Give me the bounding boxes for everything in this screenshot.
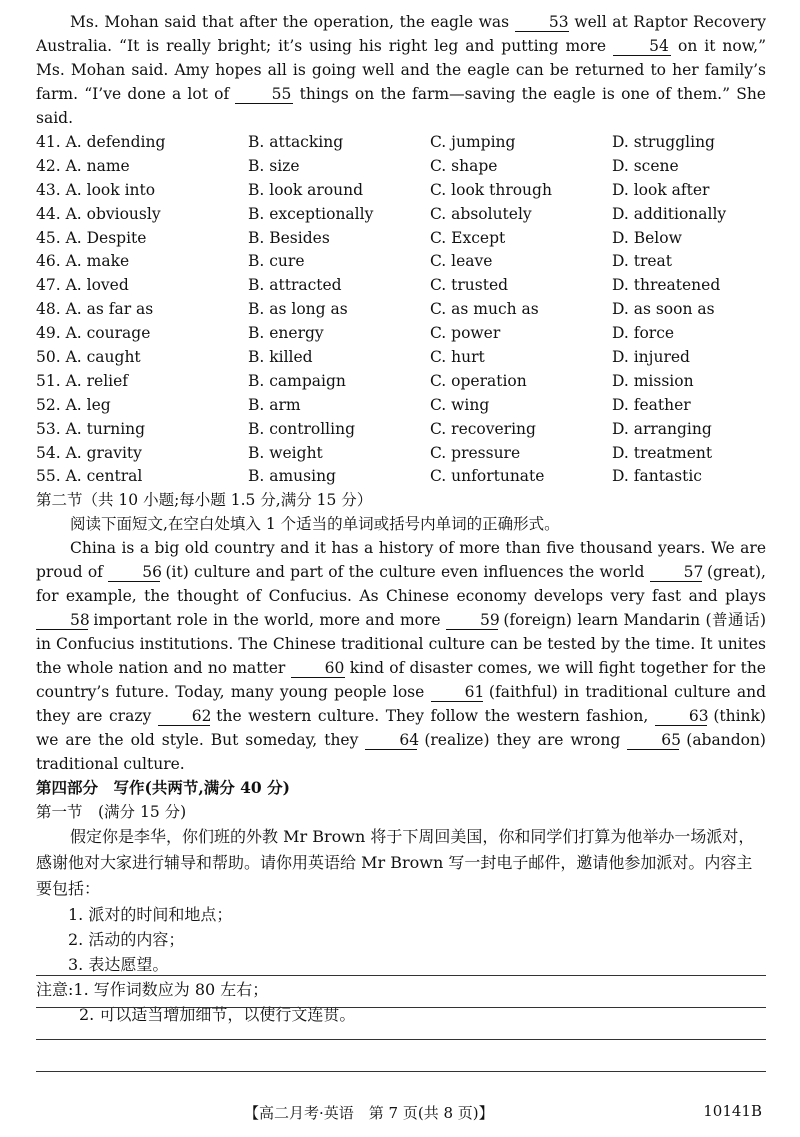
option-choice: B. look around — [248, 180, 364, 199]
writing-line[interactable] — [36, 975, 766, 976]
option-row — [36, 369, 766, 393]
option-choice: D. look after — [612, 180, 710, 199]
option-choice: 53. A. turning — [36, 419, 146, 438]
blank-65: 65 — [627, 731, 679, 750]
blank-62: 62 — [158, 707, 210, 726]
passage-ending: Ms. Mohan said that after the operation, the eagle was 53 well at Raptor Recovery Australia. “It is really bright; it’s using his right leg and putting more 54 on it now,” Ms. Mohan said. Amy hopes all is going well and the eagle can be returned to her family’s farm. “I’ve done a lot of 55 things on the farm—saving the eagle is one of them.” She said. — [36, 13, 767, 127]
blank-59: 59 — [446, 611, 498, 630]
option-choice: D. struggling — [612, 132, 715, 151]
blank-54: 54 — [613, 37, 671, 56]
blank-58: 58 — [36, 611, 88, 630]
option-choice: D. injured — [612, 347, 690, 366]
option-choice: C. pressure — [430, 443, 521, 462]
option-choice: 52. A. leg — [36, 395, 111, 414]
option-row — [36, 417, 766, 441]
option-choice: C. unfortunate — [430, 467, 545, 486]
option-choice: C. hurt — [430, 347, 485, 366]
option-row — [36, 345, 766, 369]
option-choice: C. Except — [430, 228, 506, 247]
option-row — [36, 154, 766, 178]
section-2-instruction: 阅读下面短文,在空白处填入 1 个适当的单词或括号内单词的正确形式。 — [70, 515, 560, 534]
option-choice: D. mission — [612, 371, 694, 390]
option-row — [36, 226, 766, 250]
writing-prompt: 假定你是李华，你们班的外教 Mr Brown 将于下周回美国，你和同学们打算为他举办一场派对，感谢他对大家进行辅导和帮助。请你用英语给 Mr Brown 写一封电子邮件，邀请他参加派对。内容主要包括： — [36, 827, 755, 899]
option-choice: B. killed — [248, 347, 313, 366]
option-choice: C. jumping — [430, 132, 516, 151]
list-item: 2. 活动的内容； — [68, 930, 185, 950]
option-choice: C. power — [430, 324, 501, 343]
blank-64: 64 — [365, 731, 417, 750]
option-choice: B. weight — [248, 443, 323, 462]
option-choice: B. Besides — [248, 228, 330, 247]
option-choice: 47. A. loved — [36, 276, 129, 295]
page-footer — [0, 1098, 800, 1126]
option-choice: B. energy — [248, 324, 324, 343]
option-choice: 50. A. caught — [36, 347, 141, 366]
note-1: 注意:1. 写作词数应为 80 左右； — [36, 980, 269, 1000]
option-choice: B. exceptionally — [248, 204, 374, 223]
option-choice: C. absolutely — [430, 204, 532, 223]
note-2: 2. 可以适当增加细节，以使行文连贯。 — [79, 1005, 356, 1025]
option-choice: C. as much as — [430, 300, 539, 319]
blank-61: 61 — [431, 683, 483, 702]
blank-60: 60 — [291, 659, 345, 678]
option-choice: D. threatened — [612, 276, 721, 295]
option-row — [36, 321, 766, 345]
option-choice: 45. A. Despite — [36, 228, 147, 247]
option-choice: 42. A. name — [36, 156, 130, 175]
option-choice: 44. A. obviously — [36, 204, 161, 223]
footer-code: 10141B — [703, 1102, 762, 1120]
option-choice: D. force — [612, 324, 675, 343]
blank-56: 56 — [108, 563, 160, 582]
option-row — [36, 464, 766, 488]
option-row — [36, 202, 766, 226]
option-row — [36, 130, 766, 154]
option-choice: 55. A. central — [36, 467, 143, 486]
option-row — [36, 393, 766, 417]
writing-area[interactable] — [36, 975, 766, 1103]
option-choice: B. size — [248, 156, 300, 175]
option-choice: 48. A. as far as — [36, 300, 154, 319]
option-choice: 41. A. defending — [36, 132, 166, 151]
option-choice: B. campaign — [248, 371, 346, 390]
writing-line[interactable] — [36, 1071, 766, 1072]
option-choice: B. amusing — [248, 467, 336, 486]
option-row — [36, 297, 766, 321]
option-choice: D. Below — [612, 228, 682, 247]
option-choice: D. arranging — [612, 419, 712, 438]
exam-page — [36, 10, 766, 1027]
option-choice: 43. A. look into — [36, 180, 156, 199]
option-choice: B. arm — [248, 395, 301, 414]
option-choice: B. as long as — [248, 300, 348, 319]
option-row — [36, 441, 766, 465]
answer-options — [36, 130, 766, 488]
option-choice: C. trusted — [430, 276, 509, 295]
part-4-subheading: 第一节 (满分 15 分) — [36, 803, 187, 822]
option-choice: C. leave — [430, 252, 493, 271]
option-choice: 49. A. courage — [36, 324, 151, 343]
option-choice: C. look through — [430, 180, 552, 199]
option-choice: 54. A. gravity — [36, 443, 142, 462]
option-choice: D. treatment — [612, 443, 713, 462]
option-choice: C. operation — [430, 371, 527, 390]
option-row — [36, 249, 766, 273]
section-2-heading: 第二节（共 10 小题;每小题 1.5 分,满分 15 分） — [36, 491, 373, 510]
option-choice: B. attracted — [248, 276, 342, 295]
part-4-heading: 第四部分 写作(共两节,满分 40 分) — [36, 778, 290, 798]
option-choice: C. wing — [430, 395, 490, 414]
option-row — [36, 273, 766, 297]
option-choice: D. as soon as — [612, 300, 715, 319]
blank-57: 57 — [650, 563, 702, 582]
option-choice: B. cure — [248, 252, 305, 271]
writing-line[interactable] — [36, 1039, 766, 1040]
footer-page-info: 【高二月考·英语 第 7 页(共 8 页)】 — [244, 1104, 494, 1122]
option-choice: D. feather — [612, 395, 691, 414]
cloze-passage: China is a big old country and it has a history of more than five thousand years. We are proud of 56 (it) culture and part of the culture even influences the world 57 (great), for example, the thought of Confucius. As Chinese economy develops very fast and plays 58 important role in the world, more and more 59 (foreign) learn Mandarin (普通话) in Confucius institutions. The Chinese traditional culture can be tested by the time. It unites the whole nation and no matter 60 kind of disaster comes, we will fight together for the country’s future. Today, many young people lose 61 (faithful) in traditional culture and they are crazy 62 the western culture. They follow the western fashion, 63 (think) we are the old style. But someday, they 64 (realize) they are wrong 65 (abandon) traditional culture. — [36, 539, 767, 774]
option-choice: B. controlling — [248, 419, 355, 438]
option-choice: C. recovering — [430, 419, 536, 438]
option-choice: 46. A. make — [36, 252, 130, 271]
option-choice: D. treat — [612, 252, 673, 271]
option-choice: 51. A. relief — [36, 371, 129, 390]
option-choice: C. shape — [430, 156, 498, 175]
option-choice: D. additionally — [612, 204, 727, 223]
writing-line[interactable] — [36, 1007, 766, 1008]
list-item: 3. 表达愿望。 — [68, 955, 169, 975]
option-row — [36, 178, 766, 202]
option-choice: D. fantastic — [612, 467, 702, 486]
blank-63: 63 — [655, 707, 707, 726]
blank-53: 53 — [515, 13, 569, 32]
list-item: 1. 派对的时间和地点； — [68, 905, 233, 925]
option-choice: D. scene — [612, 156, 679, 175]
option-choice: B. attacking — [248, 132, 344, 151]
blank-55: 55 — [235, 85, 293, 104]
